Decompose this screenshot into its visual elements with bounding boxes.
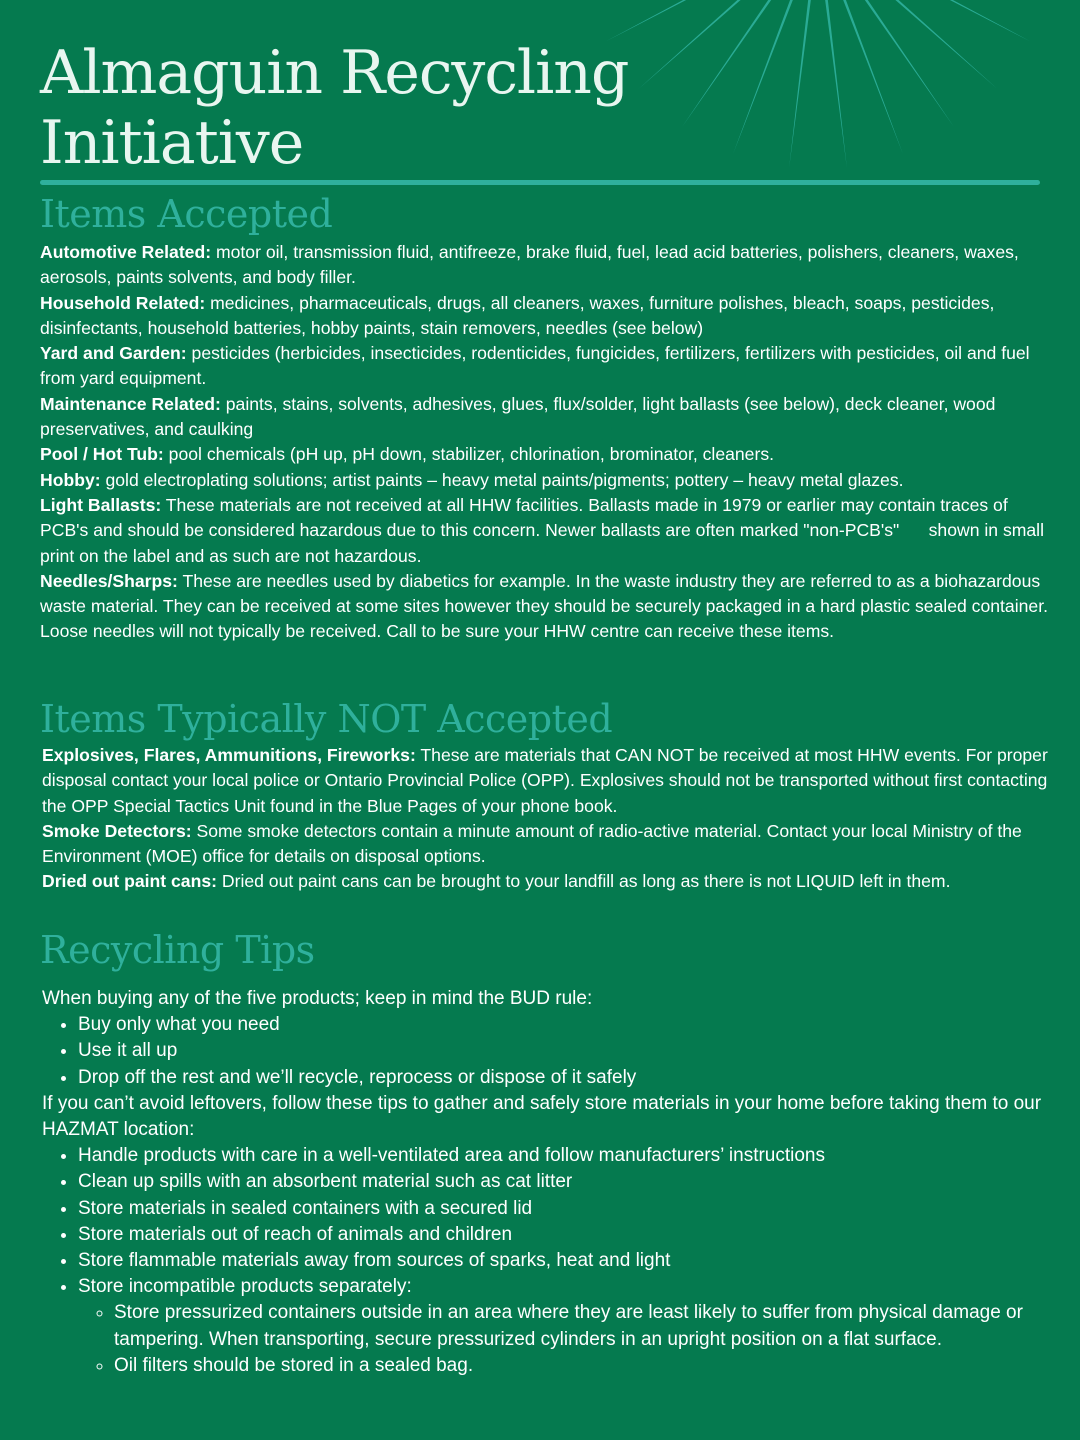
tips-section: [42, 986, 1060, 1379]
not-accepted-item: Smoke Detectors: Some smoke detectors contain a minute amount of radio-active material. Contact your local Ministry of the Environment (MOE) office for details on disposal options.: [42, 820, 1022, 867]
storage-list: [42, 1143, 1060, 1379]
accepted-item: Automotive Related: motor oil, transmission fluid, antifreeze, brake fluid, fuel, lead acid batteries, polishers, cleaners, waxes, aerosols, paints solvents, and body filler.: [40, 242, 1019, 288]
not-accepted-item: Explosives, Flares, Ammunitions, Fireworks: These are materials that CAN NOT be received at most HHW events. For proper disposal contact your local police or Ontario Provincial Police (OPP). Explosives should not be transported without first contacting the OPP Special Tactics Unit found in the Blue Pages of your phone book.: [42, 745, 1048, 816]
incompatible-list: [78, 1300, 1060, 1379]
accepted-item: Light Ballasts: These materials are not received at all HHW facilities. Ballasts made in 1979 or earlier may contain traces of PCB's and should be considered hazardous due to this concern. Newer ballasts are often marked "non-PCB's" shown in small print on the label and as such are not hazardous.: [40, 494, 1049, 566]
tips-intro: When buying any of the five products; keep in mind the BUD rule:: [42, 988, 593, 1009]
list-item: • Clean up spills with an absorbent material such as cat litter: [78, 1169, 1060, 1195]
accepted-item: Pool / Hot Tub: pool chemicals (pH up, pH down, stabilizer, chlorination, brominator, cleaners.: [40, 444, 774, 465]
list-item: ◦ Oil filters should be stored in a sealed bag.: [114, 1353, 1060, 1379]
accepted-item: Hobby: gold electroplating solutions; artist paints – heavy metal paints/pigments; pottery – heavy metal glazes.: [40, 469, 904, 490]
tips-intro-2: If you can’t avoid leftovers, follow these tips to gather and safely store materials in your home before taking them to our HAZMAT location:: [42, 1092, 1042, 1141]
accepted-item: Needles/Sharps: These are needles used by diabetics for example. In the waste industry they are referred to as a biohazardous waste material. They can be received at some sites however they should be securely packaged in a hard plastic sealed container. Loose needles will not typically be received. Call to be sure your HHW centre can receive these items.: [40, 570, 1048, 642]
list-item: • Store flammable materials away from sources of sparks, heat and light: [78, 1248, 1060, 1274]
not-accepted-item: Dried out paint cans: Dried out paint cans can be brought to your landfill as long as there is not LIQUID left in them.: [42, 871, 951, 892]
title-divider: [40, 180, 1040, 185]
list-item: • Drop off the rest and we’ll recycle, reprocess or dispose of it safely: [78, 1065, 1060, 1091]
not-accepted-heading: Items Typically NOT Accepted: [40, 697, 613, 741]
list-item: ◦ Store pressurized containers outside in an area where they are least likely to suffer from physical damage or tampering. When transporting, secure pressurized cylinders in an upright position on a flat surface.: [114, 1300, 1060, 1352]
accepted-item: Household Related: medicines, pharmaceuticals, drugs, all cleaners, waxes, furniture polishes, bleach, soaps, pesticides, disinfectants, household batteries, hobby paints, stain removers, needles (see below): [40, 292, 995, 338]
list-item: • Store materials out of reach of animals and children: [78, 1222, 1060, 1248]
tips-heading: Recycling Tips: [40, 928, 315, 972]
accepted-item: Yard and Garden: pesticides (herbicides, insecticides, rodenticides, fungicides, fertilizers, fertilizers with pesticides, oil and fuel from yard equipment.: [40, 343, 1030, 389]
accepted-heading: Items Accepted: [40, 192, 333, 236]
list-item: • Handle products with care in a well-ventilated area and follow manufacturers’ instructions: [78, 1143, 1060, 1169]
accepted-list: [40, 240, 1060, 645]
list-item: • Store materials in sealed containers with a secured lid: [78, 1196, 1060, 1222]
list-item: • Buy only what you need: [78, 1012, 1060, 1038]
bud-list: [42, 1012, 1060, 1091]
list-item: • Store incompatible products separately: ◦ Store pressurized containers outside in an area where they are least likely to suffer from physical damage or tampering. When transporting, secure pressurized cylinders in an upright position on a flat surface. ◦ Oil filters should be stored in a sealed bag.: [78, 1274, 1060, 1379]
page-title: Almaguin Recycling Initiative: [40, 38, 629, 178]
not-accepted-list: [42, 743, 1060, 895]
accepted-item: Maintenance Related: paints, stains, solvents, adhesives, glues, flux/solder, light ballasts (see below), deck cleaner, wood preservatives, and caulking: [40, 393, 996, 440]
list-item: • Use it all up: [78, 1038, 1060, 1064]
